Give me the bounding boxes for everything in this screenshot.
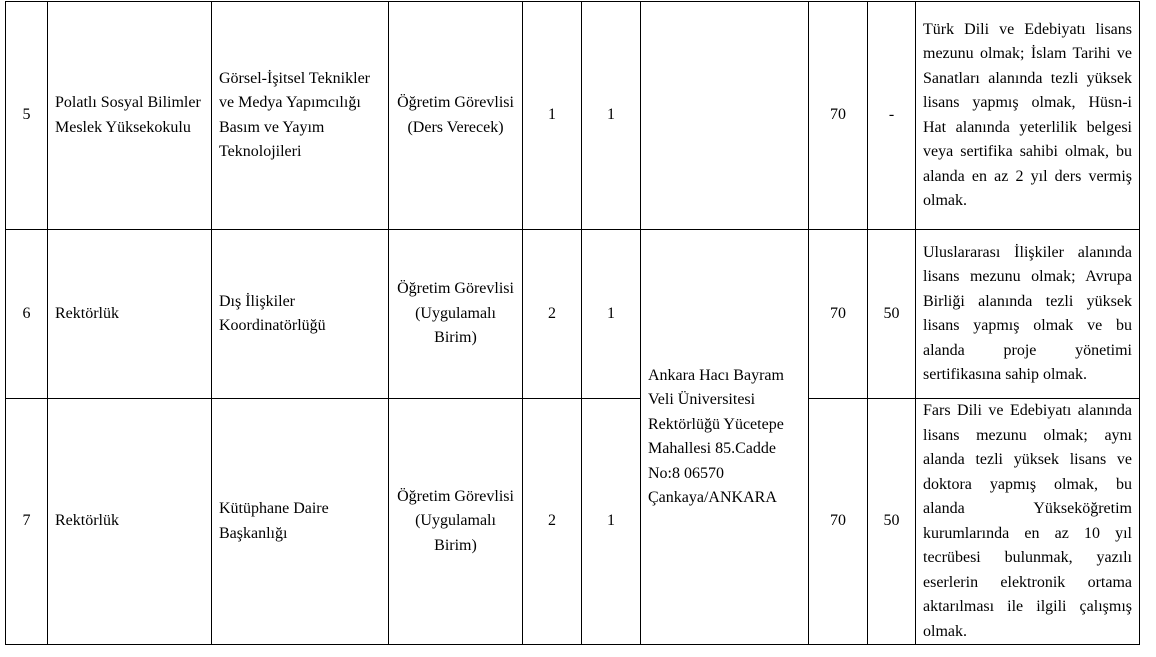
address-cell: Ankara Hacı Bayram Veli Üniversitesi Rektörlüğü Yücetepe Mahallesi 85.Cadde No:8 06570 Çankaya/ANKARA	[641, 230, 809, 645]
title-cell: Öğretim Görevlisi (Uygulamalı Birim)	[389, 230, 523, 399]
unit-cell: Polatlı Sosyal Bilimler Meslek Yüksekokulu	[48, 2, 212, 230]
score2-cell: 50	[868, 399, 916, 645]
score1-cell: 70	[809, 230, 868, 399]
title-cell: Öğretim Görevlisi (Ders Verecek)	[389, 2, 523, 230]
title-cell: Öğretim Görevlisi (Uygulamalı Birim)	[389, 399, 523, 645]
row-number: 7	[6, 399, 48, 645]
count2-cell: 1	[582, 2, 641, 230]
count1-cell: 1	[523, 2, 582, 230]
department-cell: Görsel-İşitsel Teknikler ve Medya Yapımcılığı Basım ve Yayım Teknolojileri	[212, 2, 389, 230]
score2-cell: -	[868, 2, 916, 230]
score2-cell: 50	[868, 230, 916, 399]
department-cell: Kütüphane Daire Başkanlığı	[212, 399, 389, 645]
table-row	[6, 399, 1140, 645]
count1-cell: 2	[523, 230, 582, 399]
positions-table	[5, 1, 1140, 645]
unit-cell: Rektörlük	[48, 399, 212, 645]
table-row	[6, 2, 1140, 230]
count2-cell: 1	[582, 230, 641, 399]
requirement-cell: Fars Dili ve Edebiyatı alanında lisans mezunu olmak; aynı alanda tezli yüksek lisans ve doktora yapmış olmak, bu alanda Yükseköğretim kurumlarında en az 10 yıl tecrübesi bulunmak, yazılı eserlerin elektronik ortama aktarılması ile ilgili çalışmış olmak.	[916, 399, 1140, 645]
row-number: 5	[6, 2, 48, 230]
table-row	[6, 230, 1140, 399]
count2-cell: 1	[582, 399, 641, 645]
department-cell: Dış İlişkiler Koordinatörlüğü	[212, 230, 389, 399]
requirement-cell: Türk Dili ve Edebiyatı lisans mezunu olmak; İslam Tarihi ve Sanatları alanında tezli yüksek lisans yapmış olmak, Hüsn-i Hat alanında yeterlilik belgesi veya sertifika sahibi olmak, bu alanda en az 2 yıl ders vermiş olmak.	[916, 2, 1140, 230]
count1-cell: 2	[523, 399, 582, 645]
unit-cell: Rektörlük	[48, 230, 212, 399]
requirement-cell: Uluslararası İlişkiler alanında lisans mezunu olmak; Avrupa Birliği alanında tezli yüksek lisans yapmış olmak ve bu alanda proje yönetimi sertifikasına sahip olmak.	[916, 230, 1140, 399]
score1-cell: 70	[809, 399, 868, 645]
score1-cell: 70	[809, 2, 868, 230]
row-number: 6	[6, 230, 48, 399]
address-cell-empty	[641, 2, 809, 230]
